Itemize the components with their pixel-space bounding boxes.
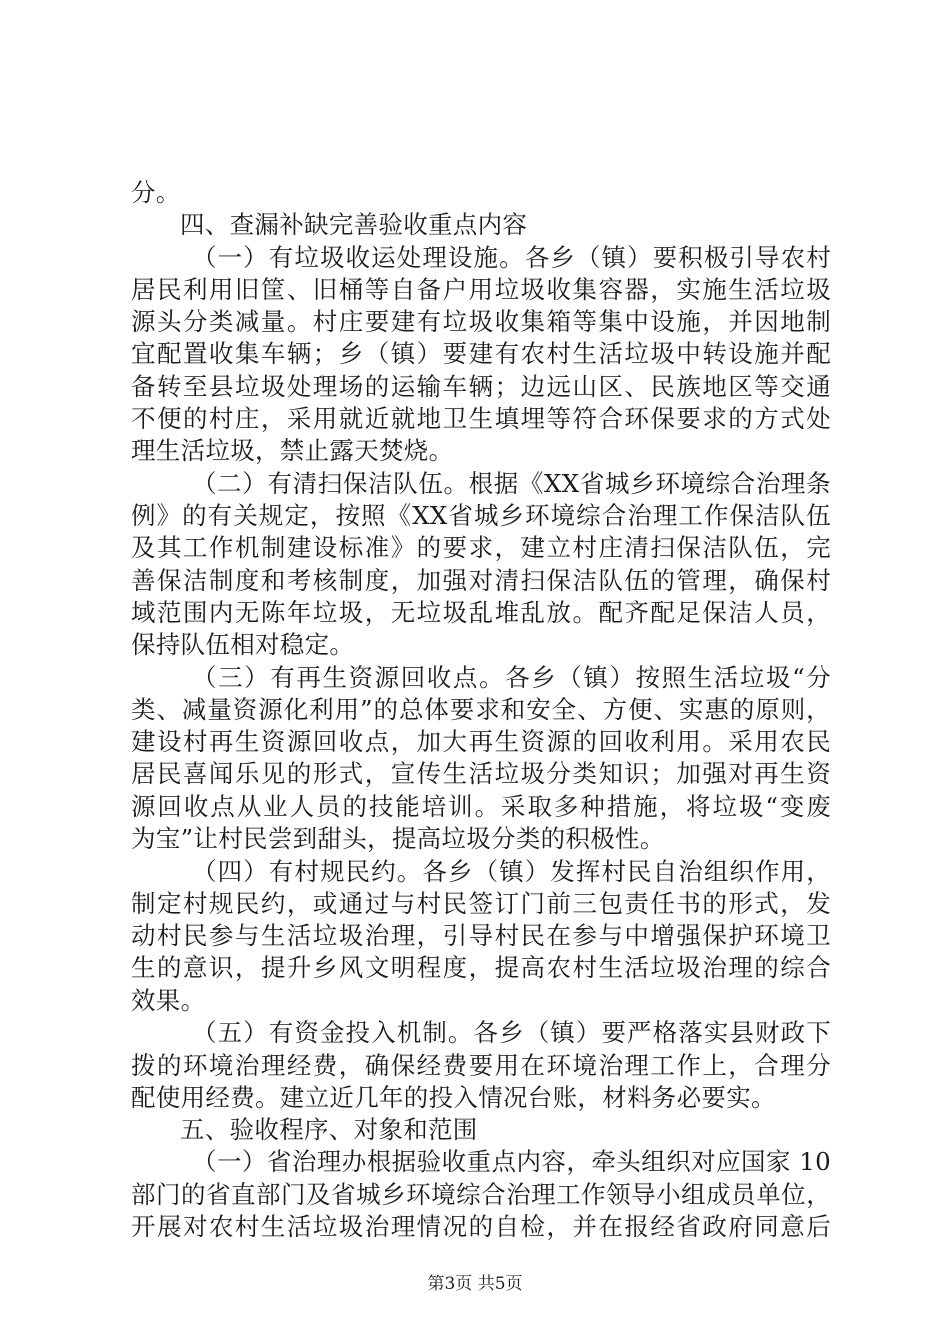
page-footer: 第3页 共5页: [427, 1274, 523, 1294]
text-line: 理生活垃圾，禁止露天焚烧。: [131, 436, 454, 465]
text-line: 居民利用旧筐、旧桶等自备户用垃圾收集容器，实施生活垃圾: [131, 275, 831, 304]
text-line: 配使用经费。建立近几年的投入情况台账，材料务必要实。: [131, 1083, 776, 1112]
text-line: （二）有清扫保洁队伍。根据《XX省城乡环境综合治理条: [192, 469, 831, 498]
text-line: 域范围内无陈年垃圾，无垃圾乱堆乱放。配齐配足保洁人员，: [131, 598, 831, 627]
text-line: （三）有再生资源回收点。各乡（镇）按照生活垃圾“分: [192, 663, 831, 692]
text-line: 制定村规民约，或通过与村民签订门前三包责任书的形式，发: [131, 889, 831, 918]
section-heading: 四、查漏补缺完善验收重点内容: [180, 210, 528, 239]
text-line: 为宝”让村民尝到甜头，提高垃圾分类的积极性。: [131, 824, 665, 853]
text-line: 不便的村庄，采用就近就地卫生填埋等符合环保要求的方式处: [131, 404, 831, 433]
text-line: 动村民参与生活垃圾治理，引导村民在参与中增强保护环境卫: [131, 921, 831, 950]
text-line: 善保洁制度和考核制度，加强对清扫保洁队伍的管理，确保村: [131, 566, 831, 595]
text-line: 源头分类减量。村庄要建有垃圾收集箱等集中设施，并因地制: [131, 307, 831, 336]
text-line: （一）有垃圾收运处理设施。各乡（镇）要积极引导农村: [192, 243, 831, 272]
text-line: 保持队伍相对稳定。: [131, 630, 355, 659]
text-line: 分。: [131, 178, 181, 207]
text-line: 部门的省直部门及省城乡环境综合治理工作领导小组成员单位，: [131, 1180, 831, 1209]
text-line: 拨的环境治理经费，确保经费要用在环境治理工作上，合理分: [131, 1051, 831, 1080]
text-line: 类、减量资源化利用”的总体要求和安全、方便、实惠的原则，: [131, 695, 831, 724]
text-line: （五）有资金投入机制。各乡（镇）要严格落实县财政下: [192, 1018, 831, 1047]
text-line: （四）有村规民约。各乡（镇）发挥村民自治组织作用，: [192, 857, 831, 886]
section-heading: 五、验收程序、对象和范围: [180, 1115, 478, 1144]
text-line: 宜配置收集车辆；乡（镇）要建有农村生活垃圾中转设施并配: [131, 339, 831, 368]
text-line: 开展对农村生活垃圾治理情况的自检，并在报经省政府同意后: [131, 1212, 831, 1241]
text-line: 效果。: [131, 986, 206, 1015]
text-line: 源回收点从业人员的技能培训。采取多种措施，将垃圾“变废: [131, 792, 831, 821]
text-line: 建设村再生资源回收点，加大再生资源的回收利用。采用农民: [131, 727, 831, 756]
text-line: 居民喜闻乐见的形式，宣传生活垃圾分类知识；加强对再生资: [131, 759, 831, 788]
text-line: 备转至县垃圾处理场的运输车辆；边远山区、民族地区等交通: [131, 372, 831, 401]
text-line: 例》的有关规定，按照《XX省城乡环境综合治理工作保洁队伍: [131, 501, 831, 530]
text-line: 及其工作机制建设标准》的要求，建立村庄清扫保洁队伍，完: [131, 533, 831, 562]
text-line: （一）省治理办根据验收重点内容，牵头组织对应国家 10: [192, 1147, 831, 1176]
text-line: 生的意识，提升乡风文明程度，提高农村生活垃圾治理的综合: [131, 953, 831, 982]
